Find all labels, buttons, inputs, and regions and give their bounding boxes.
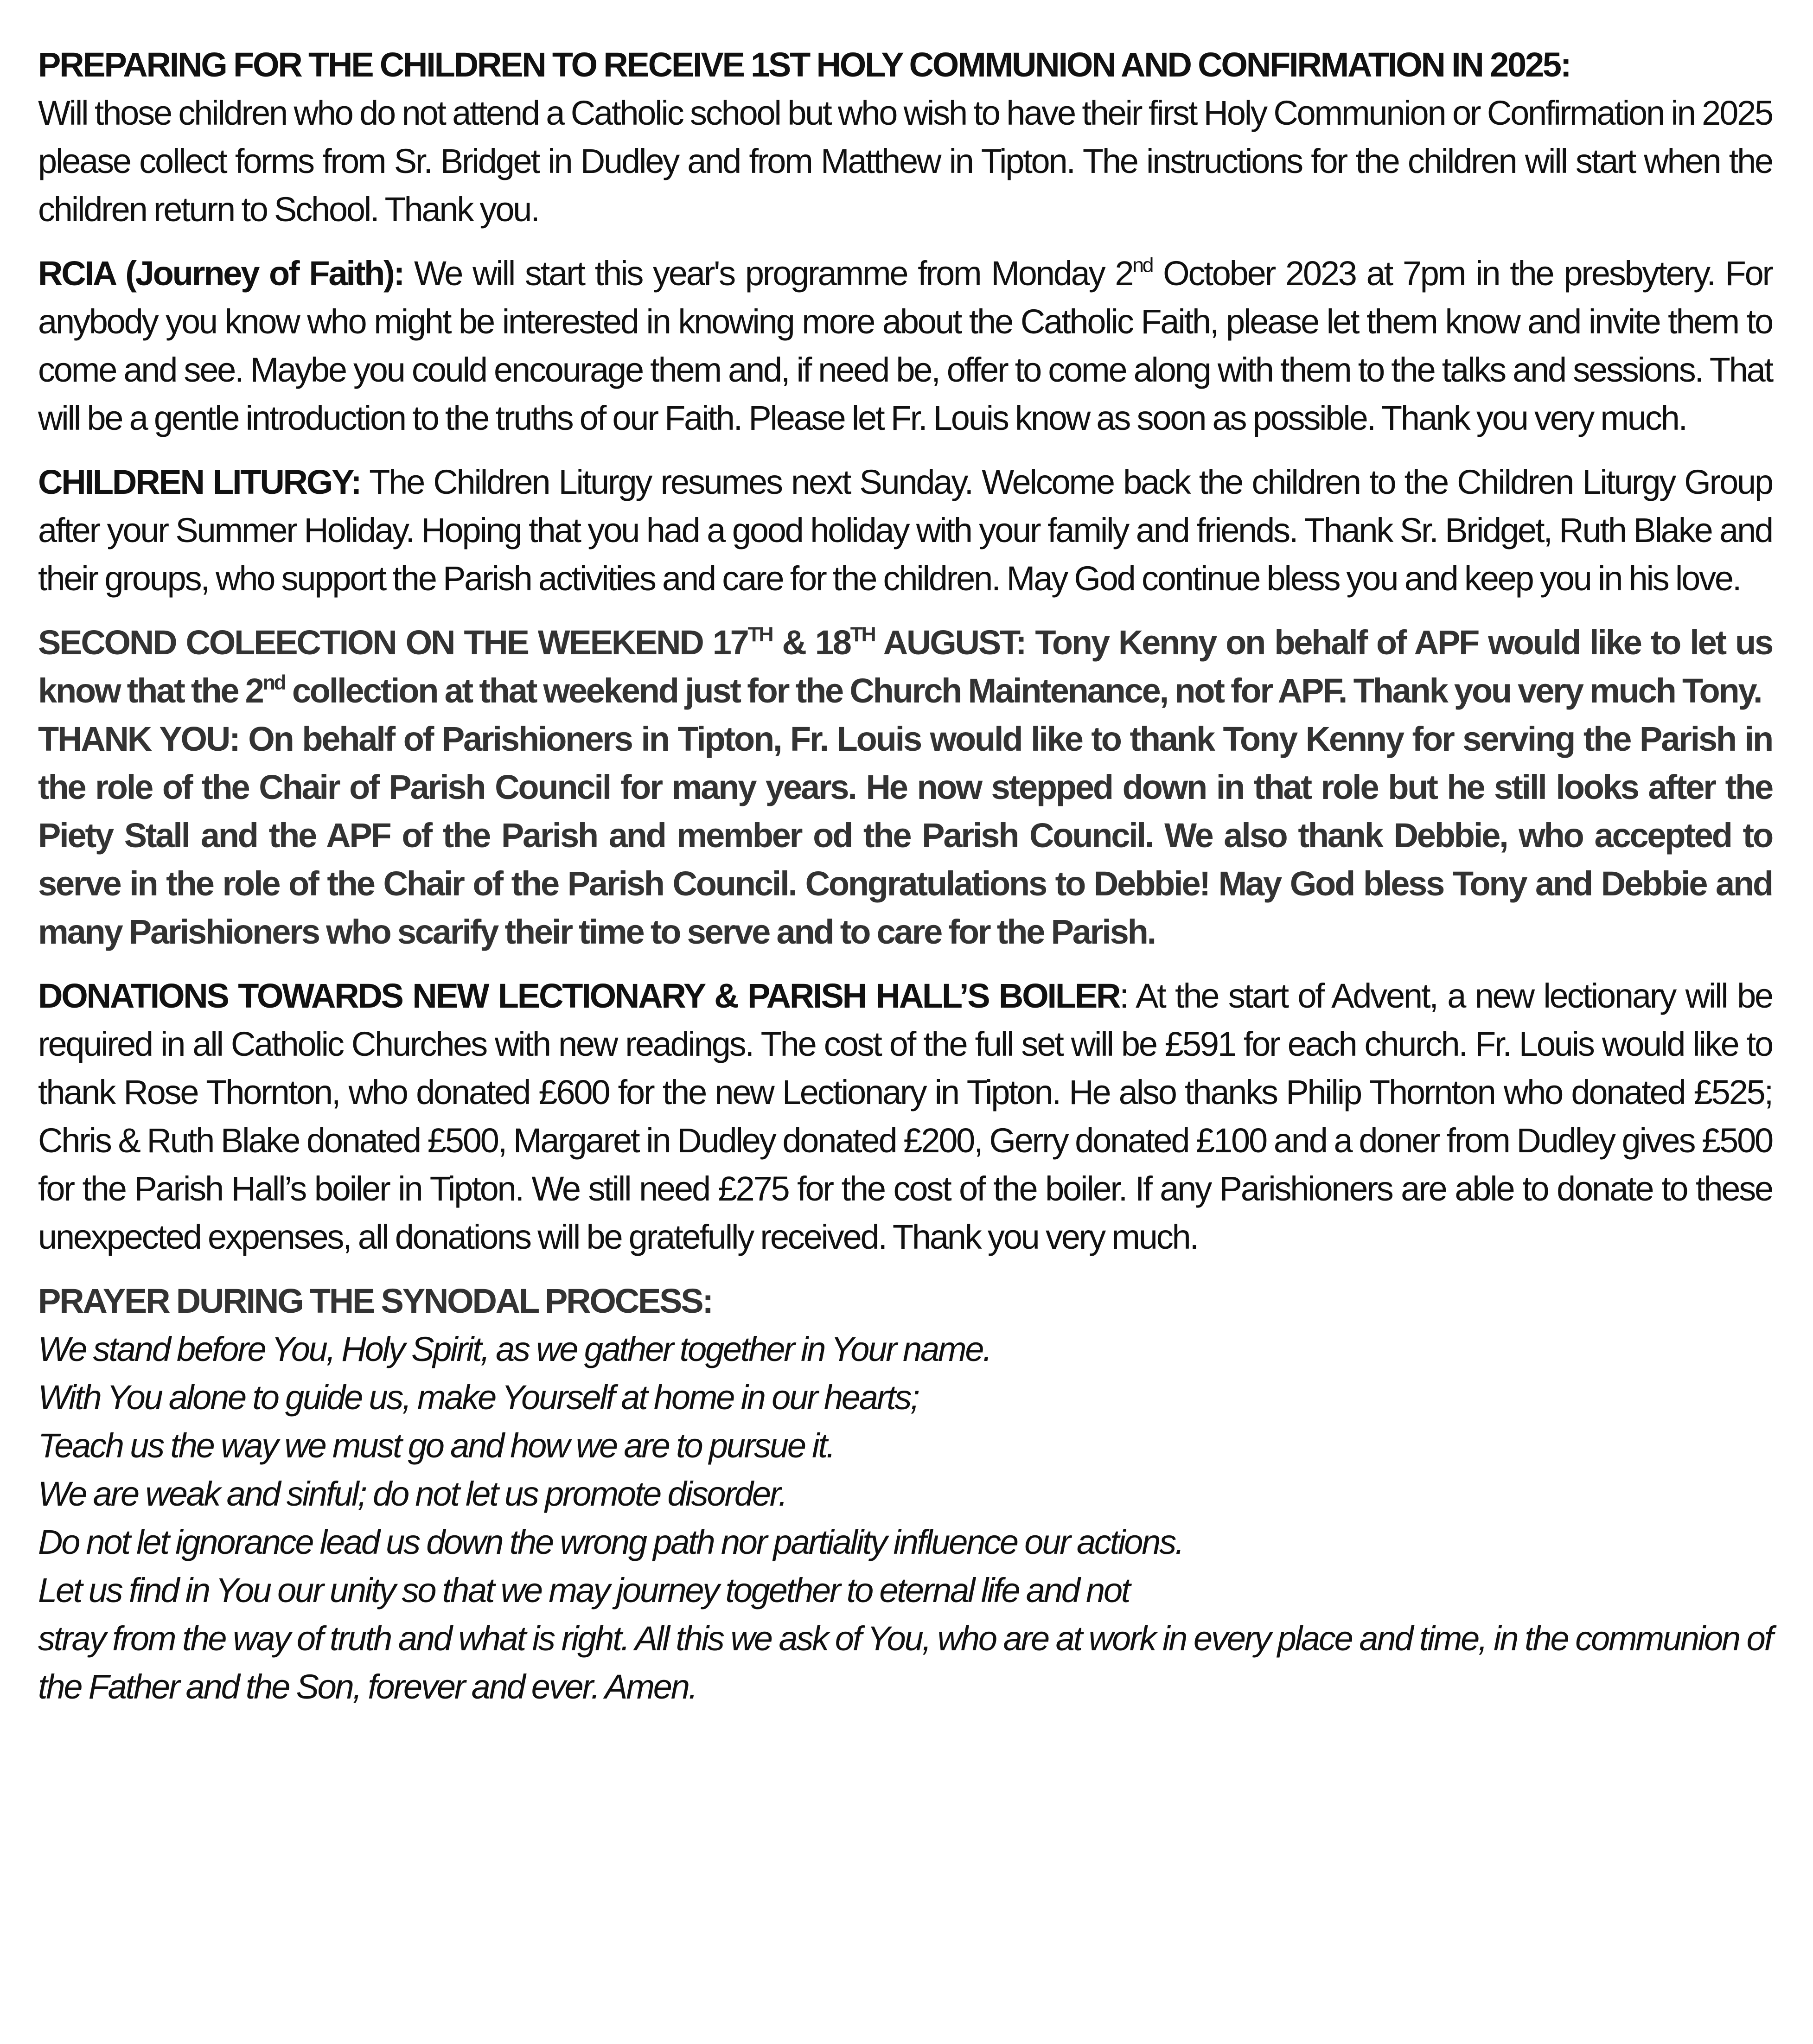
second-collection-suffix-2: TH (850, 623, 875, 646)
rcia-notice (38, 249, 1772, 442)
children-liturgy-notice (38, 458, 1772, 603)
donations-body: : At the start of Advent, a new lectionary will be required in all Catholic Churches with new readings. The cost of the full set will be £591 for each church. Fr. Louis would like to thank Rose Thornton, who donated £600 for the new Lectionary in Tipton. He also thanks Philip Thornton who donated £525; Chris & Ruth Blake donated £500, Margaret in Dudley donated £200, Gerry donated £100 and a doner from Dudley gives £500 for the Parish Hall’s boiler in Tipton. We still need £275 for the cost of the boiler. If any Parishioners are able to donate to these unexpected expenses, all donations will be gratefully received. Thank you very much. (38, 977, 1772, 1256)
prayer-closing: stray from the way of truth and what is right. All this we ask of You, who are at work in every place and time, in the communion of the Father and the Son, forever and ever. Amen. (38, 1619, 1772, 1706)
donations-heading: DONATIONS TOWARDS NEW LECTIONARY & PARISH HALL’S BOILER (38, 977, 1120, 1015)
second-collection-notice (38, 619, 1772, 715)
prayer-line-2: With You alone to guide us, make Yourself at home in our hearts; (38, 1378, 919, 1417)
second-collection-suffix-1: TH (747, 623, 772, 646)
rcia-body-rest: October 2023 at 7pm in the presbytery. For anybody you know who might be interested in knowing more about the Catholic Faith, please let them know and invite them to come and see. Maybe you could encourage them and, if need be, offer to come along with them to the talks and sessions. That will be a gentle introduction to the truths of our Faith. Please let Fr. Louis know as soon as possible. Thank you very much. (38, 254, 1772, 437)
second-collection-text-2: & 18 (772, 623, 850, 662)
prayer-section (38, 1277, 1772, 1711)
rcia-body-start: We will start this year's programme from Monday 2 (403, 254, 1133, 293)
children-liturgy-body: The Children Liturgy resumes next Sunday. Welcome back the children to the Children Liturgy Group after your Summer Holiday. Hoping that you had a good holiday with your family and friends. Thank Sr. Bridget, Ruth Blake and their groups, who support the Parish activities and care for the children. May God continue bless you and keep you in his love. (38, 463, 1772, 598)
prayer-line-3: Teach us the way we must go and how we are to pursue it. (38, 1426, 835, 1465)
communion-heading: PREPARING FOR THE CHILDREN TO RECEIVE 1ST HOLY COMMUNION AND CONFIRMATION IN 2025: (38, 45, 1570, 84)
prayer-line-5: Do not let ignorance lead us down the wrong path nor partiality influence our actions. (38, 1523, 1183, 1561)
rcia-date-suffix: nd (1132, 254, 1153, 277)
prayer-line-1: We stand before You, Holy Spirit, as we gather together in Your name. (38, 1330, 991, 1368)
second-collection-text-4: collection at that weekend just for the Church Maintenance, not for APF. Thank you very much Tony. (285, 671, 1762, 710)
children-liturgy-heading: CHILDREN LITURGY: (38, 463, 361, 501)
second-collection-text-3: AUGUST: Tony Kenny on behalf of APF would like to let us know that the 2 (38, 623, 1773, 710)
second-collection-suffix-3: nd (262, 671, 285, 695)
second-collection-text-1: SECOND COLEECTION ON THE WEEKEND 17 (38, 623, 748, 662)
prayer-line-6: Let us find in You our unity so that we may journey together to eternal life and not (38, 1571, 1130, 1610)
donations-notice (38, 972, 1772, 1261)
thank-you-text: THANK YOU: On behalf of Parishioners in Tipton, Fr. Louis would like to thank Tony Kenny for serving the Parish in the role of the Chair of Parish Council for many years. He now stepped down in that role but he still looks after the Piety Stall and the APF of the Parish and member od the Parish Council. We also thank Debbie, who accepted to serve in the role of the Chair of the Parish Council. Congratulations to Debbie! May God bless Tony and Debbie and many Parishioners who scarify their time to serve and to care for the Parish. (38, 720, 1772, 951)
rcia-heading: RCIA (Journey of Faith): (38, 254, 404, 293)
thank-you-notice (38, 715, 1772, 956)
prayer-heading: PRAYER DURING THE SYNODAL PROCESS: (38, 1282, 712, 1320)
communion-notice (38, 41, 1772, 234)
communion-body: Will those children who do not attend a Catholic school but who wish to have their first Holy Communion or Confirmation in 2025 please collect forms from Sr. Bridget in Dudley and from Matthew in Tipton. The instructions for the children will start when the children return to School. Thank you. (38, 94, 1772, 229)
prayer-line-4: We are weak and sinful; do not let us promote disorder. (38, 1475, 786, 1513)
newsletter-page (38, 41, 1772, 1727)
